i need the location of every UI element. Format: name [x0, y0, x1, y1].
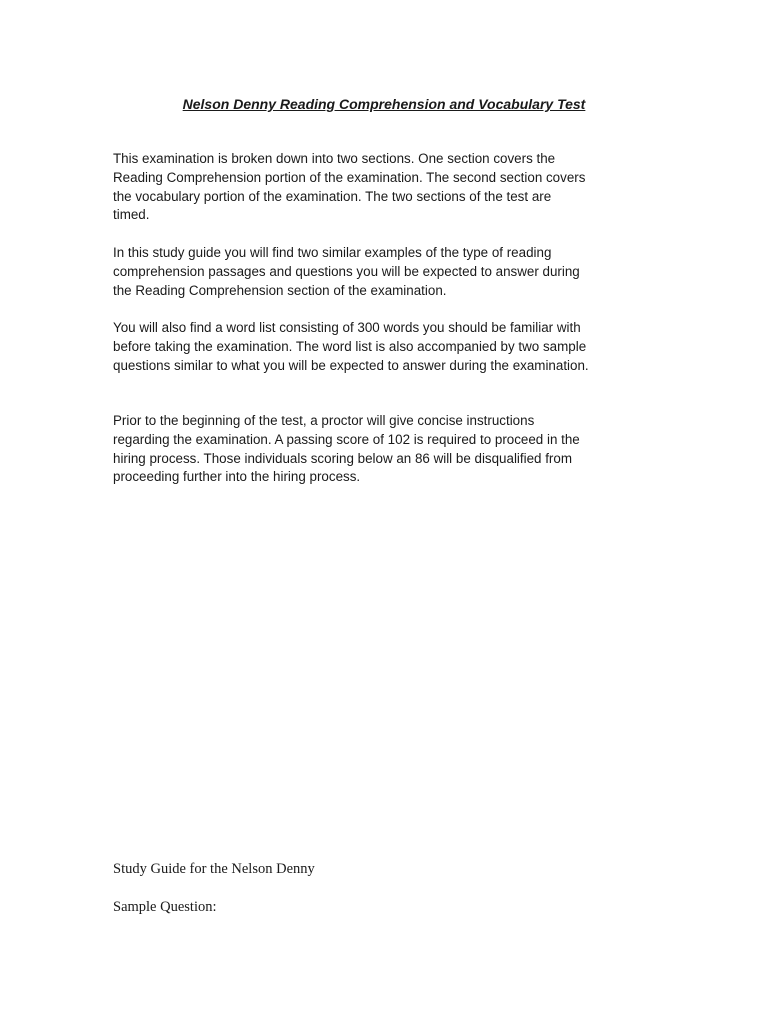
study-guide-heading: Study Guide for the Nelson Denny [113, 861, 315, 877]
paragraph-line: before taking the examination. The word list is also accompanied by two sample [113, 338, 587, 354]
paragraph-line: In this study guide you will find two similar examples of the type of reading [113, 245, 552, 260]
paragraph-line: hiring process. Those individuals scoring below an 86 will be disqualified from [113, 450, 572, 466]
instructions-paragraph [113, 412, 659, 487]
sample-question-heading: Sample Question: [113, 899, 217, 915]
paragraph-line: Reading Comprehension portion of the examination. The second section covers [113, 169, 586, 185]
paragraph-line: You will also find a word list consisting of 300 words you should be familiar with [113, 320, 581, 335]
document-title: Nelson Denny Reading Comprehension and Vocabulary Test [182, 96, 586, 112]
paragraph-line: regarding the examination. A passing score of 102 is required to proceed in the [113, 431, 580, 447]
paragraph-line: the Reading Comprehension section of the examination. [113, 282, 447, 298]
study-guide-paragraph [113, 244, 659, 300]
paragraph-line: questions similar to what you will be expected to answer during the examination. [113, 357, 589, 373]
paragraph-line: timed. [113, 207, 150, 223]
paragraph-line: comprehension passages and questions you will be expected to answer during [113, 263, 580, 279]
word-list-paragraph [113, 319, 659, 375]
intro-paragraph [113, 150, 659, 225]
paragraph-line: This examination is broken down into two sections. One section covers the [113, 151, 556, 166]
paragraph-line: Prior to the beginning of the test, a proctor will give concise instructions [113, 413, 535, 428]
paragraph-line: the vocabulary portion of the examination. The two sections of the test are [113, 188, 552, 204]
paragraph-line: proceeding further into the hiring process. [113, 469, 361, 485]
